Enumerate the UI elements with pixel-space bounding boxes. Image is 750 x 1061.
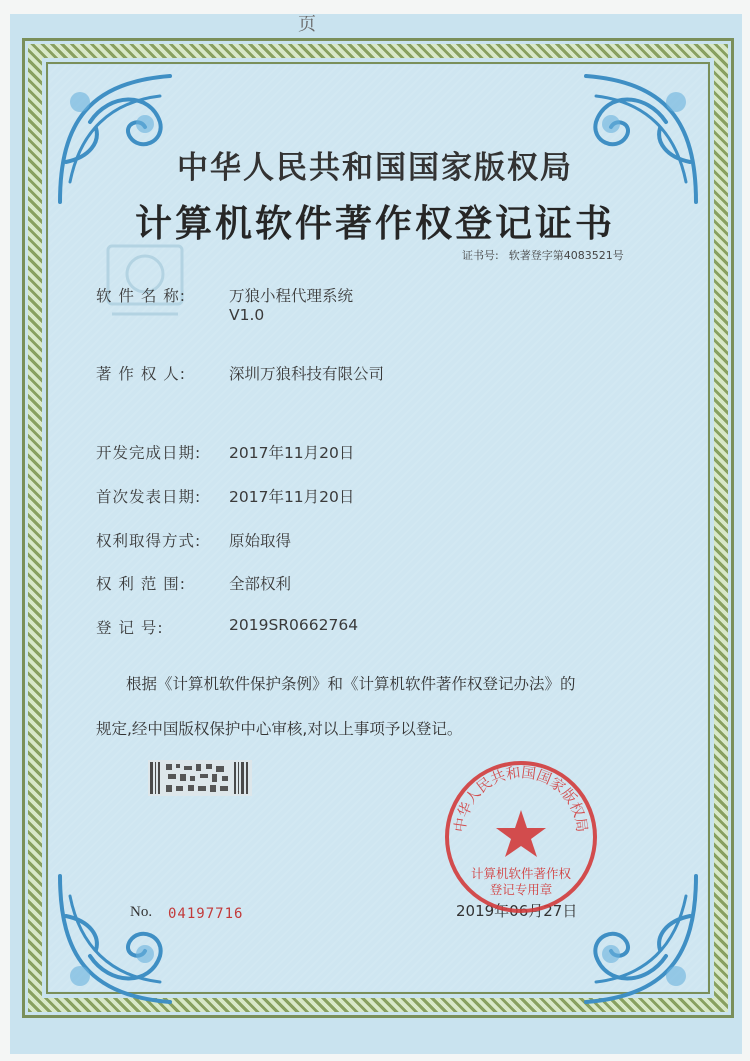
statement-line-1: 根据《计算机软件保护条例》和《计算机软件著作权登记办法》的 <box>126 675 576 693</box>
field-value: 全部权利 <box>229 575 292 593</box>
watermark-emblem <box>102 240 188 324</box>
seal-star-icon <box>496 810 546 857</box>
official-seal <box>442 758 600 916</box>
field-value: 2017年11月20日 <box>229 444 355 462</box>
field-value: 2017年11月20日 <box>229 488 355 506</box>
field-value: 2019SR0662764 <box>229 616 359 634</box>
field-label: 开发完成日期: <box>96 444 202 462</box>
field-label: 首次发表日期: <box>96 488 202 506</box>
serial-number-value: 04197716 <box>168 906 244 922</box>
certificate-number <box>462 247 634 263</box>
barcode <box>148 760 252 796</box>
corner-ornament-bottom-left <box>50 866 200 1016</box>
field-value: 万狼小程代理系统 <box>229 287 354 305</box>
certificate-number-label: 证书号: <box>462 249 499 262</box>
seal-ring-text: 中华人民共和国国家版权局 <box>452 765 590 834</box>
corner-ornament-top-right <box>556 62 706 212</box>
field-label: 权 利 范 围: <box>96 575 187 593</box>
serial-number-label: No. <box>130 904 153 920</box>
field-label: 权利取得方式: <box>96 532 202 550</box>
issue-date: 2019年06月27日 <box>456 902 578 920</box>
field-label: 软 件 名 称: <box>96 287 187 305</box>
certificate-number-value: 软著登字第4083521号 <box>508 249 624 262</box>
statement-line-2: 规定,经中国版权保护中心审核,对以上事项予以登记。 <box>96 720 463 738</box>
certificate-title: 计算机软件著作权登记证书 <box>135 201 615 245</box>
field-value: V1.0 <box>229 306 265 324</box>
issuing-authority: 中华人民共和国国家版权局 <box>177 150 573 186</box>
seal-text-line-1: 计算机软件著作权 <box>470 866 572 881</box>
field-value: 原始取得 <box>229 532 292 550</box>
seal-text-line-2: 登记专用章 <box>489 882 553 897</box>
field-value: 深圳万狼科技有限公司 <box>229 365 385 383</box>
field-label: 著 作 权 人: <box>96 365 187 383</box>
handwritten-mark: 页 <box>298 14 316 35</box>
corner-ornament-top-left <box>50 62 200 212</box>
field-label: 登 记 号: <box>96 619 164 637</box>
